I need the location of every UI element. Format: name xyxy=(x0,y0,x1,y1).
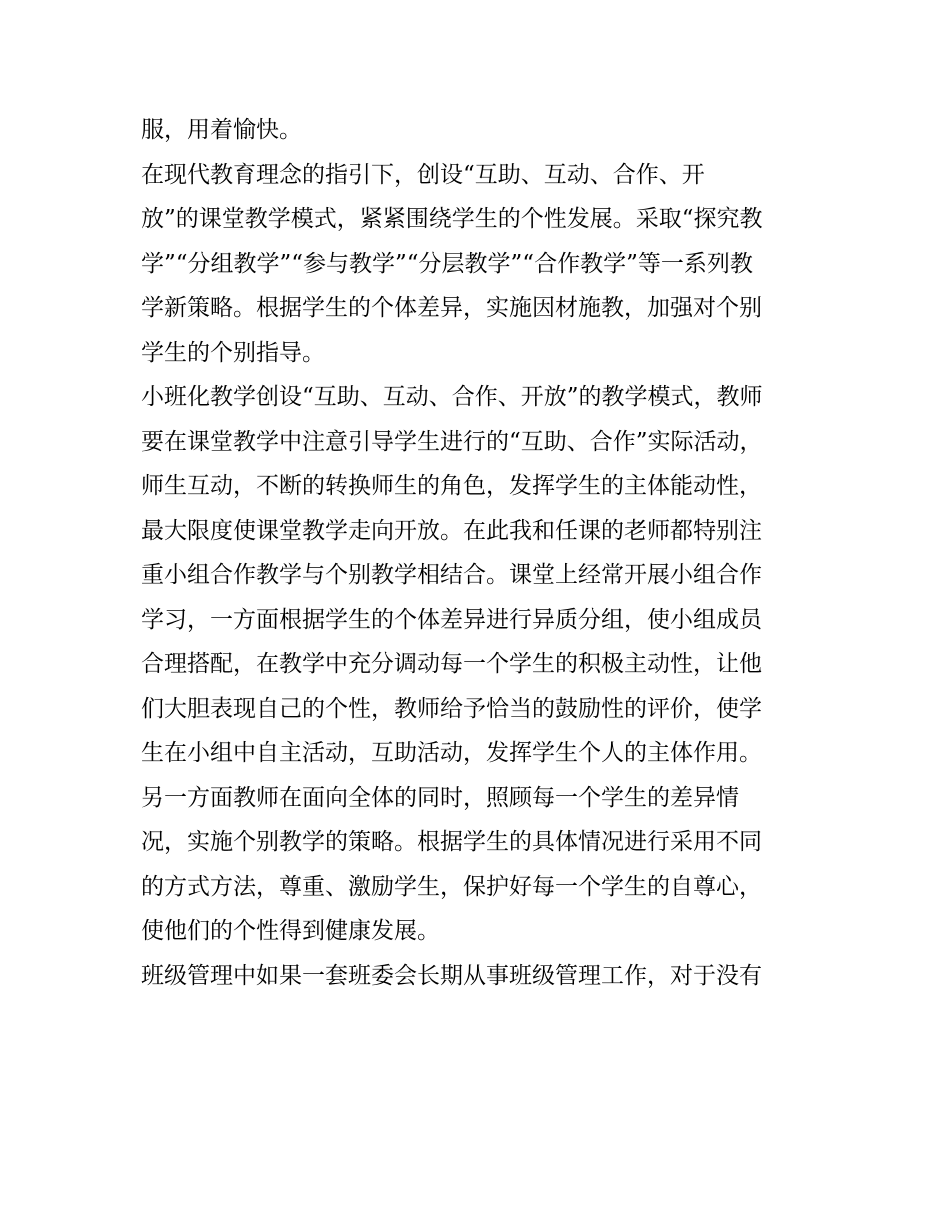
paragraph-4: 班级管理中如果一套班委会长期从事班级管理工作，对于没有 xyxy=(141,962,762,989)
paragraph-1: 服，用着愉快。 xyxy=(141,117,302,143)
paragraph-2: 在现代教育理念的指引下，创设“互助、互动、合作、开 放”的课堂教学模式，紧紧围绕学生的个性发展。采取“探究教 学”“分组教学”“参与教学”“分层教学”“合作教学”等一系列教 学新策略。根据学生的个体差异，实施因材施教，加强对个别 学生的个别指导。 xyxy=(141,161,763,366)
paragraph-3: 小班化教学创设“互助、互动、合作、开放”的教学模式，教师 要在课堂教学中注意引导学生进行的“互助、合作”实际活动， 师生互动，不断的转换师生的角色，发挥学生的主体能动性， 最大限度使课堂教学走向开放。在此我和任课的老师都特别注 重小组合作教学与个别教学相结合。课堂上经常开展小组合作 学习，一方面根据学生的个体差异进行异质分组，使小组成员 合理搭配，在教学中充分调动每一个学生的积极主动性，让他 们大胆表现自己的个性，教师给予恰当的鼓励性的评价，使学 生在小组中自主活动，互助活动，发挥学生个人的主体作用。 另一方面教师在面向全体的同时，照顾每一个学生的差异情 况，实施个别教学的策略。根据学生的具体情况进行采用不同 的方式方法，尊重、激励学生，保护好每一个学生的自尊心， 使他们的个性得到健康发展。 xyxy=(141,384,763,944)
document-body xyxy=(141,108,813,998)
